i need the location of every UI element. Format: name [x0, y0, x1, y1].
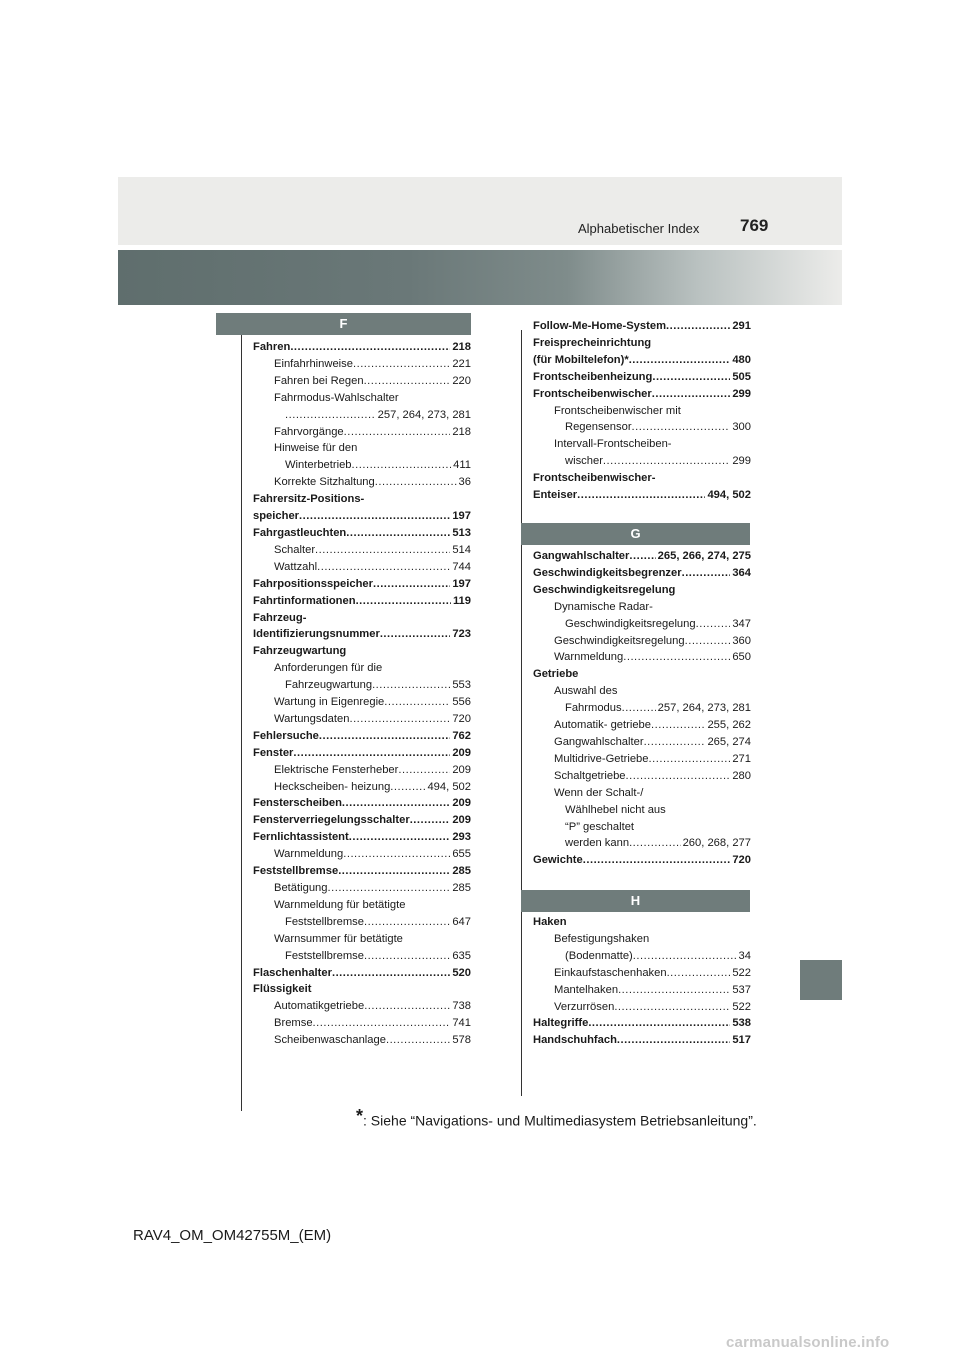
page-reference: 257, 264, 273, 281	[657, 702, 751, 715]
index-entry	[253, 948, 471, 965]
dot-leader	[577, 487, 705, 504]
index-term: Identifizierungsnummer	[253, 628, 380, 641]
index-term: Wählhebel nicht aus	[565, 803, 666, 816]
dot-leader	[651, 717, 705, 734]
index-term: Anforderungen für die	[274, 662, 383, 675]
index-entry	[253, 829, 471, 846]
index-term: Freisprecheinrichtung	[533, 336, 652, 349]
index-term: Flaschenhalter	[253, 966, 332, 979]
index-entry	[253, 424, 471, 441]
dot-leader	[319, 728, 450, 745]
index-entry	[533, 802, 751, 819]
index-term: Geschwindigkeitsbegrenzer	[533, 566, 682, 579]
index-entry	[253, 795, 471, 812]
index-term: Wenn der Schalt-/	[554, 786, 644, 799]
page-reference: 556	[452, 696, 471, 709]
index-entry	[253, 863, 471, 880]
index-entry	[253, 728, 471, 745]
index-term: Feststellbremse	[253, 865, 339, 878]
index-term: Fahrgastleuchten	[253, 526, 347, 539]
page-reference: 255, 262	[707, 719, 751, 732]
index-term: Feststellbremse	[285, 915, 364, 928]
index-term: “P” geschaltet	[565, 820, 635, 833]
index-term: Warnmeldung	[554, 651, 624, 664]
dot-leader	[364, 998, 450, 1015]
index-term: Dynamische Radar-	[554, 600, 653, 613]
index-entry	[253, 711, 471, 728]
index-term: Gangwahlschalter	[554, 735, 644, 748]
index-term: Fernlichtassistent	[253, 831, 349, 844]
page-reference: 517	[732, 1034, 751, 1047]
index-term: Befestigungshaken	[554, 932, 650, 945]
dot-leader	[353, 356, 450, 373]
dot-leader	[614, 999, 730, 1016]
page-reference: 522	[732, 966, 751, 979]
index-term: Fahrzeug-	[253, 611, 307, 624]
page-reference: 34	[738, 949, 751, 962]
index-term: werden kann	[565, 837, 630, 850]
index-entry	[533, 666, 751, 683]
dot-leader	[380, 626, 451, 643]
page-reference: 505	[732, 370, 751, 383]
dot-leader	[317, 559, 450, 576]
column-divider-left	[241, 330, 242, 1111]
index-entry	[533, 982, 751, 999]
index-term: (für Mobiltelefon)*	[533, 353, 629, 366]
page-reference: 221	[452, 357, 471, 370]
index-term: Hinweise für den	[274, 442, 358, 455]
page-reference: 738	[452, 1000, 471, 1013]
page-reference: 494, 502	[707, 489, 751, 502]
dot-leader	[583, 852, 731, 869]
index-entry	[253, 610, 471, 627]
index-term: Fahrmodus	[565, 702, 622, 715]
index-entry	[253, 931, 471, 948]
page-reference: 209	[452, 814, 471, 827]
index-entry	[533, 717, 751, 734]
page-reference: 647	[452, 915, 471, 928]
index-term: Geschwindigkeitsregelung	[533, 583, 676, 596]
page-reference: 197	[452, 577, 471, 590]
index-entry	[533, 734, 751, 751]
index-entry	[253, 474, 471, 491]
index-term: Betätigung	[274, 882, 328, 894]
index-term: Fahren	[253, 341, 291, 353]
index-entry	[533, 1032, 751, 1049]
dot-leader	[343, 846, 450, 863]
index-term: Fahrvorgänge	[274, 425, 344, 438]
index-entry	[533, 369, 751, 386]
index-entry	[253, 390, 471, 407]
page-reference: 538	[732, 1017, 751, 1030]
index-term: Scheibenwaschanlage	[274, 1034, 386, 1047]
index-term: Frontscheibenwischer mit	[554, 404, 681, 417]
index-entry	[253, 779, 471, 796]
index-entry	[533, 453, 751, 470]
page-reference: 364	[732, 566, 751, 579]
dot-leader	[386, 1032, 450, 1049]
index-entry	[533, 470, 751, 487]
index-term: Fensterscheiben	[253, 797, 342, 810]
page-reference: 537	[732, 983, 751, 996]
index-entry	[533, 548, 751, 565]
index-entry	[253, 559, 471, 576]
index-entry	[253, 576, 471, 593]
page-reference: 514	[452, 543, 471, 556]
index-term: Frontscheibenheizung	[533, 370, 653, 383]
index-entry	[533, 487, 751, 504]
dot-leader	[666, 318, 730, 335]
index-entry	[253, 593, 471, 610]
index-term: Multidrive-Getriebe	[554, 752, 649, 765]
index-term: Winterbetrieb	[285, 459, 352, 472]
page-reference: 522	[732, 1000, 751, 1013]
index-entry	[253, 339, 471, 356]
index-entry	[253, 457, 471, 474]
dot-leader	[410, 812, 451, 829]
page-reference: 744	[452, 560, 471, 573]
index-entry	[253, 525, 471, 542]
index-entry	[253, 373, 471, 390]
index-entry	[533, 436, 751, 453]
index-entry	[533, 318, 751, 335]
index-entry	[533, 683, 751, 700]
index-entry	[533, 616, 751, 633]
dot-leader	[293, 745, 450, 762]
page-reference: 655	[452, 848, 471, 861]
index-term: Korrekte Sitzhaltung	[274, 476, 375, 489]
page-reference: 299	[732, 387, 751, 400]
index-entry	[253, 897, 471, 914]
index-entry	[253, 356, 471, 373]
index-term: Auswahl des	[554, 685, 618, 698]
index-entry	[533, 565, 751, 582]
index-entry	[253, 643, 471, 660]
page-reference: 762	[452, 729, 471, 742]
page-reference: 265, 274	[707, 735, 751, 748]
page-reference: 220	[452, 374, 471, 387]
index-term: Elektrische Fensterheber	[274, 763, 399, 776]
page-reference: 293	[452, 831, 471, 844]
page-reference: 299	[732, 455, 751, 468]
page-reference: 265, 266, 274, 275	[657, 550, 751, 562]
index-term: Schalter	[274, 543, 316, 556]
page-title: Alphabetischer Index	[578, 221, 700, 236]
page-reference: 209	[452, 763, 471, 776]
index-entry	[533, 599, 751, 616]
dot-leader	[652, 386, 731, 403]
index-term: Haken	[533, 916, 567, 928]
index-entry	[533, 403, 751, 420]
index-term: Warnsummer für betätigte	[274, 932, 403, 945]
dot-leader	[313, 1015, 451, 1032]
index-term: Verzurrösen	[554, 1000, 615, 1013]
index-term: Fahrtinformationen	[253, 594, 356, 607]
index-entry	[253, 812, 471, 829]
index-term: Regensensor	[565, 421, 632, 434]
index-entry	[533, 335, 751, 352]
index-entry	[533, 700, 751, 717]
index-term: Fahrzeugwartung	[285, 679, 373, 692]
page-reference: 723	[452, 628, 471, 641]
index-term: Einfahrhinweise	[274, 357, 353, 370]
dot-leader	[685, 633, 731, 650]
dot-leader	[667, 965, 731, 982]
index-term: speicher	[253, 510, 300, 523]
index-entry	[253, 626, 471, 643]
index-term: Fenster	[253, 746, 294, 759]
index-column-left	[253, 339, 471, 1049]
page-reference: 411	[453, 459, 471, 472]
index-entry	[253, 508, 471, 525]
dot-leader	[349, 711, 450, 728]
page-reference: 480	[732, 353, 751, 366]
index-entry	[533, 419, 751, 436]
index-term: Fahrmodus-Wahlschalter	[274, 391, 399, 404]
index-entry	[533, 852, 751, 869]
index-term: Wattzahl	[274, 560, 318, 573]
index-entry	[533, 582, 751, 599]
page-reference: 119	[452, 594, 471, 607]
index-entry	[253, 981, 471, 998]
index-term: Handschuhfach	[533, 1034, 617, 1047]
dot-leader	[372, 677, 450, 694]
index-term: Frontscheibenwischer-	[533, 472, 656, 485]
dot-leader	[649, 751, 731, 768]
index-entry	[253, 440, 471, 457]
index-entry	[253, 998, 471, 1015]
page-reference: 513	[452, 526, 471, 539]
dot-leader	[384, 694, 450, 711]
index-entry	[533, 914, 751, 931]
index-term: Intervall-Frontscheiben-	[554, 438, 672, 451]
dot-leader	[644, 734, 706, 751]
page-reference: 720	[452, 712, 471, 725]
dot-leader	[682, 565, 731, 582]
index-term: Schaltgetriebe	[554, 769, 626, 782]
index-entry	[253, 762, 471, 779]
index-term: Warnmeldung für betätigte	[274, 898, 406, 911]
dot-leader	[373, 576, 450, 593]
dot-leader	[290, 339, 450, 356]
page-reference: 260, 268, 277	[682, 837, 751, 850]
index-term: Automatik- getriebe	[554, 719, 652, 732]
index-entry	[533, 1015, 751, 1032]
index-entry	[533, 386, 751, 403]
dot-leader	[356, 593, 451, 610]
index-term: (Bodenmatte)	[565, 949, 633, 962]
index-term: Heckscheiben- heizung	[274, 780, 391, 793]
section-tab	[800, 960, 842, 1000]
index-column-right-f	[533, 318, 751, 504]
index-term: Frontscheibenwischer	[533, 387, 652, 400]
index-term: Geschwindigkeitsregelung	[565, 617, 696, 630]
index-entry	[253, 914, 471, 931]
index-entry	[533, 999, 751, 1016]
index-entry	[533, 352, 751, 369]
footnote	[356, 1104, 757, 1129]
index-term: Fensterverriegelungsschalter	[253, 814, 410, 827]
footnote-text: : Siehe “Navigations- und Multimediasystem Betriebsanleitung”.	[363, 1112, 757, 1129]
dot-leader	[626, 768, 731, 785]
index-term: Mantelhaken	[554, 983, 619, 996]
index-term: Fahrpositionsspeicher	[253, 577, 373, 590]
index-entry	[253, 745, 471, 762]
section-header-g: G	[521, 523, 750, 545]
page-reference: 578	[452, 1034, 471, 1047]
index-term: Wartungsdaten	[274, 712, 350, 725]
index-entry	[533, 768, 751, 785]
page-reference: 291	[732, 320, 751, 332]
dot-leader	[618, 982, 730, 999]
index-term: Flüssigkeit	[253, 983, 312, 996]
dot-leader	[632, 419, 731, 436]
page-reference: 347	[732, 617, 751, 630]
page-reference: 741	[452, 1017, 471, 1030]
page-reference: 553	[452, 679, 471, 692]
index-term: Warnmeldung	[274, 848, 344, 861]
index-entry	[253, 491, 471, 508]
section-header-f: F	[216, 313, 471, 335]
index-term: Enteiser	[533, 489, 578, 502]
dot-leader	[390, 779, 425, 796]
index-term: wischer	[565, 455, 603, 468]
index-term: Fahrzeugwartung	[253, 645, 347, 658]
index-entry	[253, 880, 471, 897]
index-term: Fahren bei Regen	[274, 374, 364, 387]
dot-leader	[349, 829, 451, 846]
dot-leader	[629, 352, 731, 369]
index-entry	[533, 785, 751, 802]
dot-leader	[622, 700, 656, 717]
index-entry	[253, 965, 471, 982]
section-header-h: H	[521, 890, 750, 912]
dot-leader	[352, 457, 452, 474]
dot-leader	[344, 424, 451, 441]
index-column-right-g	[533, 548, 751, 869]
header-band	[118, 177, 842, 245]
page-reference: 285	[452, 882, 471, 894]
index-term: Gangwahlschalter	[533, 550, 630, 562]
dot-leader	[315, 542, 450, 559]
header-gradient-bar	[118, 250, 842, 305]
dot-leader	[629, 548, 655, 565]
dot-leader	[364, 914, 450, 931]
page-reference: 197	[452, 510, 471, 523]
index-column-right-h	[533, 914, 751, 1049]
page-reference: 271	[732, 752, 751, 765]
page-reference: 209	[452, 746, 471, 759]
dot-leader	[375, 474, 457, 491]
index-term: Fahrersitz-Positions-	[253, 493, 365, 506]
index-entry	[533, 819, 751, 836]
dot-leader	[342, 795, 450, 812]
dot-leader	[588, 1015, 730, 1032]
page-reference: 257, 264, 273, 281	[377, 408, 471, 421]
index-term: Haltegriffe	[533, 1017, 589, 1030]
index-term: Feststellbremse	[285, 949, 364, 962]
page-reference: 300	[732, 421, 751, 434]
page-reference: 635	[452, 949, 471, 962]
page-reference: 285	[452, 865, 471, 878]
dot-leader	[623, 649, 730, 666]
dot-leader	[652, 369, 730, 386]
footnote-mark: *	[356, 1106, 364, 1126]
index-entry	[253, 694, 471, 711]
index-entry	[533, 948, 751, 965]
page-number: 769	[740, 216, 769, 235]
dot-leader	[364, 948, 450, 965]
page-reference: 36	[458, 476, 471, 489]
dot-leader	[617, 1032, 730, 1049]
document-id: RAV4_OM_OM42755M_(EM)	[133, 1227, 332, 1244]
index-entry	[533, 649, 751, 666]
index-entry	[253, 677, 471, 694]
column-divider-middle	[521, 330, 522, 1096]
page-reference: 520	[452, 966, 471, 979]
index-entry	[253, 407, 471, 424]
page-reference: 360	[732, 634, 751, 647]
index-term: Wartung in Eigenregie	[274, 696, 385, 709]
index-term: Automatikgetriebe	[274, 1000, 365, 1013]
index-entry	[253, 542, 471, 559]
index-entry	[253, 1015, 471, 1032]
dot-leader	[398, 762, 450, 779]
index-term: Getriebe	[533, 668, 579, 681]
dot-leader	[328, 880, 451, 897]
index-entry	[533, 931, 751, 948]
dot-leader	[696, 616, 731, 633]
dot-leader	[603, 453, 730, 470]
page-reference: 209	[452, 797, 471, 810]
index-entry	[533, 633, 751, 650]
index-entry	[253, 846, 471, 863]
index-term: Follow-Me-Home-System	[533, 320, 667, 332]
index-entry	[533, 835, 751, 852]
dot-leader	[285, 407, 376, 424]
index-entry	[253, 660, 471, 677]
page-reference: 218	[452, 425, 471, 438]
page-reference: 494, 502	[427, 780, 471, 793]
dot-leader	[364, 373, 451, 390]
page-reference: 218	[452, 341, 471, 353]
index-term: Fehlersuche	[253, 729, 319, 742]
dot-leader	[338, 863, 450, 880]
page-reference: 650	[732, 651, 751, 664]
dot-leader	[299, 508, 450, 525]
index-term: Bremse	[274, 1017, 313, 1030]
index-entry	[533, 751, 751, 768]
page-reference: 280	[732, 769, 751, 782]
dot-leader	[629, 835, 681, 852]
page-reference: 720	[732, 854, 751, 867]
dot-leader	[633, 948, 737, 965]
dot-leader	[332, 965, 450, 982]
index-term: Gewichte	[533, 854, 583, 867]
index-entry	[533, 965, 751, 982]
index-term: Einkaufstaschenhaken	[554, 966, 667, 979]
watermark: carmanualsonline.info	[726, 1334, 890, 1351]
index-term: Geschwindigkeitsregelung	[554, 634, 685, 647]
dot-leader	[346, 525, 450, 542]
index-entry	[253, 1032, 471, 1049]
